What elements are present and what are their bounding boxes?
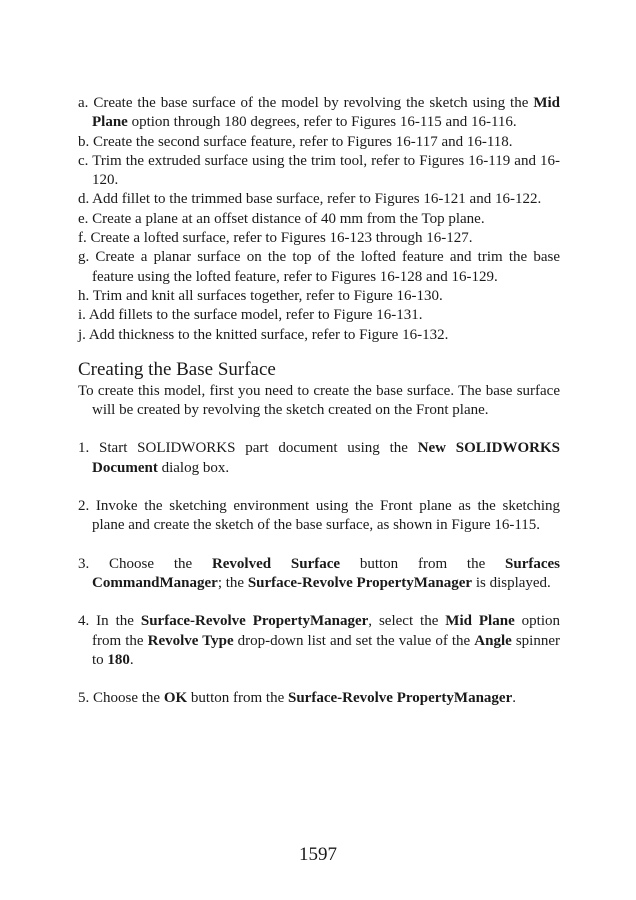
step-bold: Angle	[474, 632, 512, 649]
list-item-e: e. Create a plane at an offset distance of 40 mm from the Top plane.	[78, 210, 485, 227]
section-intro: To create this model, first you need to create the base surface. The base surface will be created by revolving the sketch created on the Front plane.	[78, 382, 560, 419]
list-item-c: c. Trim the extruded surface using the trim tool, refer to Figures 16-119 and 16-120.	[78, 152, 560, 189]
step-text: spinner to	[92, 632, 560, 668]
step-text: .	[512, 690, 516, 707]
page-body	[78, 94, 560, 708]
page-number: 1597	[299, 844, 337, 865]
step-bold: Surface-Revolve PropertyManager	[247, 574, 473, 591]
list-item-g: g. Create a planar surface on the top of the lofted feature and trim the base feature using the lofted feature, refer to Figures 16-128 and 16-129.	[78, 249, 560, 285]
step-1	[78, 439, 560, 478]
step-bold: Revolved Surface	[211, 555, 341, 572]
step-3	[78, 555, 560, 594]
step-4	[78, 612, 560, 670]
list-item-h: h. Trim and knit all surfaces together, refer to Figure 16-130.	[78, 287, 443, 304]
step-text: drop-down list and set the value of the	[233, 632, 475, 649]
step-bold: Surfaces CommandManager	[92, 555, 561, 591]
step-bold: Surface-Revolve PropertyManager	[288, 690, 513, 707]
list-item-i: i. Add fillets to the surface model, refer to Figure 16-131.	[78, 307, 423, 324]
step-text: 1. Start SOLIDWORKS part document using the	[78, 440, 418, 457]
list-item-j: j. Add thickness to the knitted surface, refer to Figure 16-132.	[78, 326, 449, 343]
step-bold: Revolve Type	[147, 632, 234, 649]
list-item-d: d. Add fillet to the trimmed base surface, refer to Figures 16-121 and 16-122.	[78, 191, 542, 208]
list-item-b: b. Create the second surface feature, refer to Figures 16-117 and 16-118.	[78, 133, 513, 150]
list-text: a. Create the base surface of the model by revolving the sketch using the	[78, 95, 534, 111]
step-text: .	[129, 651, 134, 668]
step-text: 5. Choose the	[78, 690, 164, 707]
step-text: , select the	[368, 613, 446, 630]
step-text: is displayed.	[472, 574, 551, 591]
step-text: option from the	[92, 613, 560, 649]
section-heading: Creating the Base Surface	[78, 358, 276, 380]
step-text: 3. Choose the	[78, 555, 212, 572]
step-text: 4. In the	[78, 613, 141, 630]
step-text: ; the	[217, 574, 248, 591]
step-text: button from the	[340, 555, 506, 572]
step-bold: 180	[107, 651, 130, 668]
step-bold: Surface-Revolve PropertyManager	[140, 613, 369, 630]
list-item-f: f. Create a lofted surface, refer to Figures 16-123 through 16-127.	[78, 230, 473, 247]
step-text: button from the	[187, 690, 288, 707]
step-5	[78, 689, 560, 708]
step-bold: New SOLIDWORKS Document	[92, 440, 560, 476]
list-bold: Mid Plane	[92, 95, 560, 131]
list-item-a	[78, 94, 560, 133]
list-text: option through 180 degrees, refer to Figures 16-115 and 16-116.	[127, 114, 517, 131]
step-2: 2. Invoke the sketching environment using the Front plane as the sketching plane and create the sketch of the base surface, as shown in Figure 16-115.	[78, 498, 560, 534]
step-text: dialog box.	[157, 459, 230, 476]
step-bold: Mid Plane	[445, 613, 515, 630]
step-bold: OK	[163, 690, 188, 707]
